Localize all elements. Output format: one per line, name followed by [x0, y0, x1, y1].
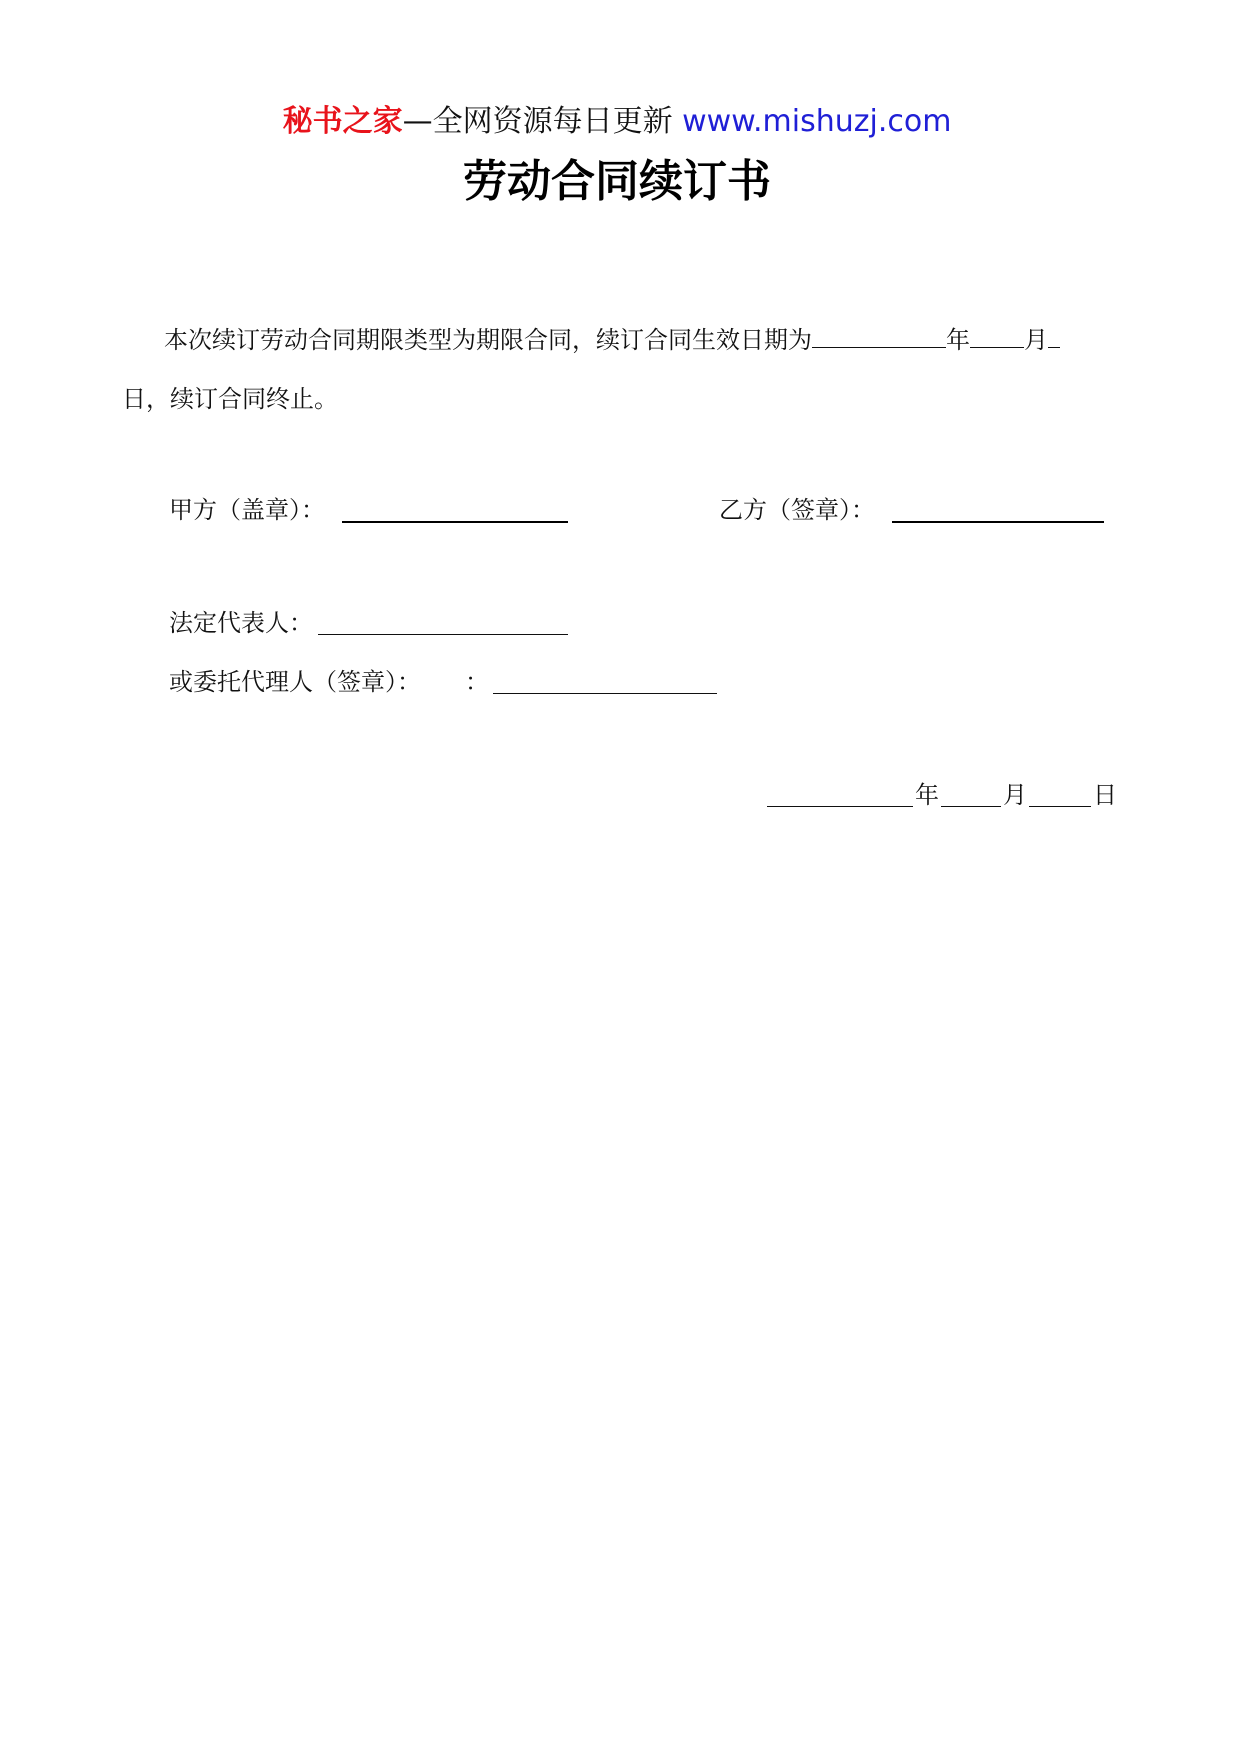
start-month-blank[interactable]	[970, 323, 1024, 348]
header-tagline: —全网资源每日更新	[402, 104, 673, 139]
brand-name: 秘书之家	[282, 104, 403, 139]
watermark-header	[0, 102, 1234, 142]
date-year-label: 年	[915, 781, 939, 809]
party-a-signature-line[interactable]	[342, 521, 568, 523]
agent-colon: ：	[465, 668, 489, 696]
paragraph-line-1	[122, 311, 1122, 369]
date-day-label: 日	[1093, 781, 1117, 809]
date-month-label: 月	[1003, 781, 1027, 809]
document-title: 劳动合同续订书	[463, 156, 771, 207]
agent-signature-line[interactable]	[493, 693, 717, 694]
party-b-signature-line[interactable]	[892, 521, 1104, 523]
date-year-blank[interactable]	[767, 806, 913, 807]
party-a-label: 甲方（盖章）：	[169, 496, 325, 524]
start-year-blank[interactable]	[812, 323, 946, 348]
start-day-blank[interactable]	[1048, 323, 1060, 348]
legal-rep-label: 法定代表人：	[169, 609, 313, 637]
site-url[interactable]: www.mishuzj.com	[682, 104, 952, 139]
paragraph-text: 本次续订劳动合同期限类型为期限合同，续订合同生效日期为	[164, 326, 812, 354]
party-b-label: 乙方（签章）：	[719, 496, 875, 524]
year-label: 年	[946, 326, 970, 354]
date-month-blank[interactable]	[941, 806, 1001, 807]
date-day-blank[interactable]	[1029, 806, 1091, 807]
agent-label: 或委托代理人（签章）：	[169, 668, 421, 696]
month-label: 月	[1024, 326, 1048, 354]
paragraph-line-2: 日，续订合同终止。	[122, 385, 338, 413]
legal-rep-signature-line[interactable]	[318, 634, 568, 635]
